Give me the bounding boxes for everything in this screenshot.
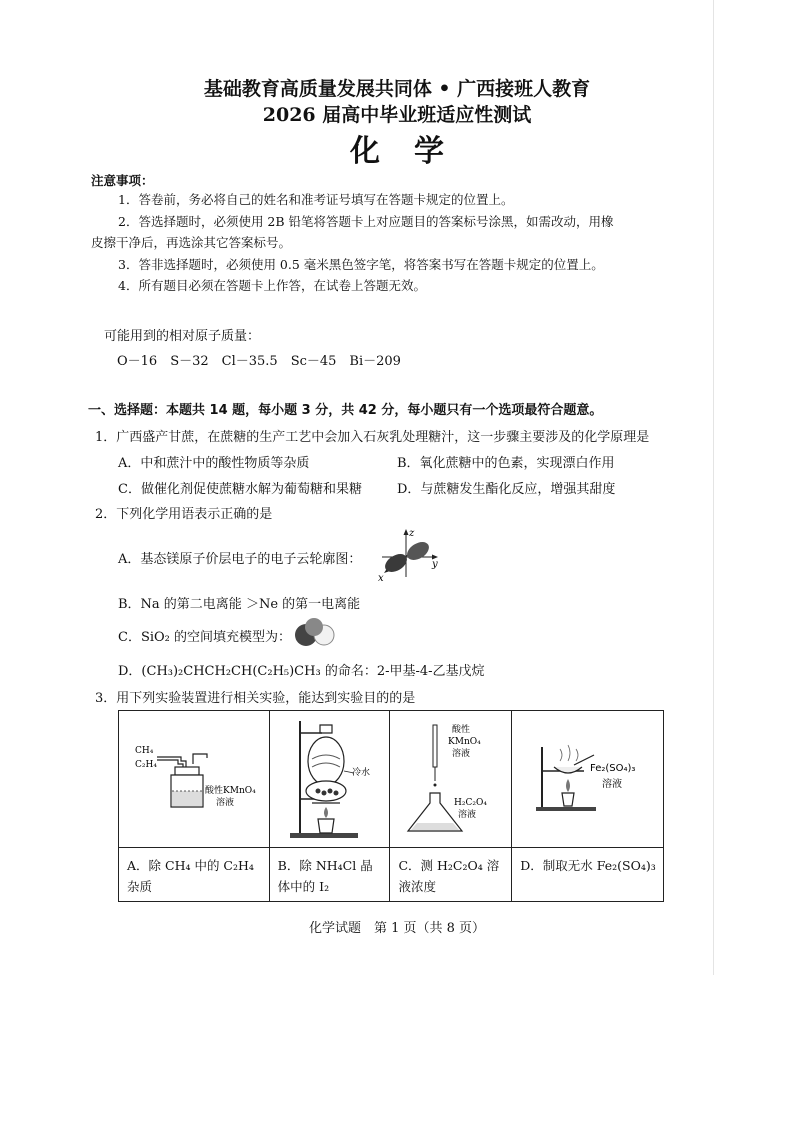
exam-title: 2026 届高中毕业班适应性测试 (262, 104, 532, 126)
notice-title: 注意事项： (91, 173, 154, 188)
atomic-mass-label: 可能用到的相对原子质量： (104, 329, 261, 344)
apparatus-a-cell (119, 711, 270, 848)
notice-item-3: 3．答非选择题时，必须使用 0.5 毫米黑色签字笔，将答案书写在答题卡规定的位置上。 (118, 257, 604, 272)
q2-option-d: D．(CH₃)₂CHCH₂CH(C₂H₅)CH₃ 的命名：2-甲基-4-乙基戊烷 (118, 664, 485, 679)
notice-item-2-cont: 皮擦干净后，再选涂其它答案标号。 (91, 235, 292, 250)
notice-item-2: 2．答选择题时，必须使用 2B 铅笔将答题卡上对应题目的答案标号涂黑，如需改动，用橡 (118, 214, 614, 229)
gas-ch4-label: CH₄ (135, 746, 154, 756)
notice-item-1: 1．答卷前，务必将自己的姓名和准考证号填写在答题卡规定的位置上。 (118, 192, 514, 207)
q2-option-b: B．Na 的第二电离能 ＞Ne 的第一电离能 (118, 597, 361, 612)
analyte-label-2: 溶液 (458, 810, 477, 820)
apparatus-d-cell (512, 711, 664, 848)
section-1-title: 一、选择题：本题共 14 题，每小题 3 分，共 42 分，每小题只有一个选项最符合题意。 (88, 403, 603, 418)
analyte-label-1: H₂C₂O₄ (454, 798, 488, 808)
axis-z-label: z (409, 528, 415, 539)
q1-stem: 1．广西盛产甘蔗，在蔗糖的生产工艺中会加入石灰乳处理糖汁，这一步骤主要涉及的化学原理是 (95, 430, 650, 445)
q3-stem: 3．用下列实验装置进行相关实验，能达到实验目的的是 (95, 691, 416, 706)
titrant-label-3: 溶液 (452, 749, 471, 759)
apparatus-a-caption: A．除 CH₄ 中的 C₂H₄ 杂质 (119, 848, 270, 902)
fe2so43-label: Fe₂(SO₄)₃ (590, 763, 636, 774)
subject-title: 化学 (350, 134, 478, 169)
page-footer: 化学试题 第 1 页（共 8 页） (308, 921, 486, 936)
gas-washing-bottle-figure (119, 711, 270, 847)
apparatus-b-caption: B．除 NH₄Cl 晶体中的 I₂ (269, 848, 390, 902)
apparatus-d-caption: D．制取无水 Fe₂(SO₄)₃ (512, 848, 664, 902)
q1-option-b: B．氧化蔗糖中的色素，实现漂白作用 (397, 456, 615, 471)
titration-figure (390, 711, 512, 847)
exam-org-title: 基础教育高质量发展共同体 • 广西接班人教育 (203, 78, 591, 100)
solution-label-a: 溶液 (216, 798, 235, 808)
axis-x-label: x (378, 573, 384, 583)
titrant-label-1: 酸性 (452, 725, 471, 735)
q2-option-c: C．SiO₂ 的空间填充模型为： (118, 630, 292, 645)
q1-option-d: D．与蔗糖发生酯化反应，增强其甜度 (397, 482, 616, 497)
titrant-label-2: KMnO₄ (448, 737, 482, 747)
sublimation-figure (270, 711, 391, 847)
gas-c2h4-label: C₂H₄ (135, 760, 157, 770)
evaporation-figure (512, 711, 664, 847)
q1-option-c: C．做催化剂促使蔗糖水解为葡萄糖和果糖 (118, 482, 362, 497)
q1-option-a: A．中和蔗汁中的酸性物质等杂质 (118, 456, 310, 471)
p-orbital-diagram (372, 527, 444, 583)
notice-item-4: 4．所有题目必须在答题卡上作答，在试卷上答题无效。 (118, 278, 426, 293)
axis-y-label: y (432, 559, 438, 570)
sio2-space-filling-model (293, 617, 335, 647)
q3-apparatus-table (118, 710, 664, 902)
kmno4-label: 酸性KMnO₄ (205, 786, 256, 796)
q2-stem: 2．下列化学用语表示正确的是 (95, 507, 273, 522)
apparatus-b-cell (269, 711, 390, 848)
q2-option-a: A．基态镁原子价层电子的电子云轮廓图： (118, 552, 362, 567)
solution-label-d: 溶液 (602, 779, 623, 790)
apparatus-c-cell (390, 711, 512, 848)
cold-water-label: 冷水 (351, 768, 370, 778)
apparatus-c-caption: C．测 H₂C₂O₄ 溶液浓度 (390, 848, 512, 902)
atomic-mass-values: O－16 S－32 Cl－35.5 Sc－45 Bi－209 (117, 354, 401, 369)
